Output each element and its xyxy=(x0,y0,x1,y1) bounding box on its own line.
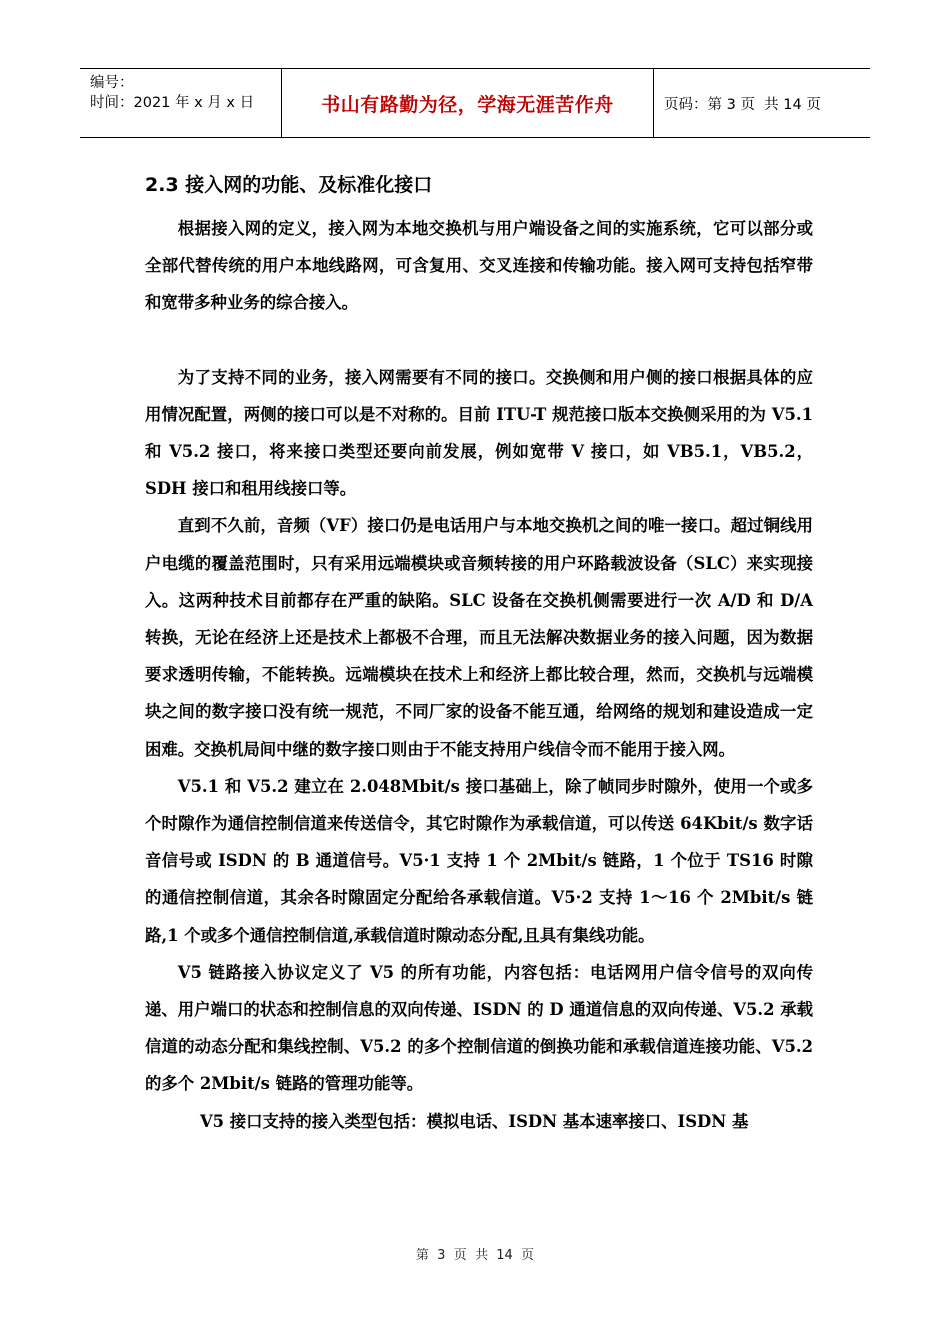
page-footer: 第 3 页 共 14 页 xyxy=(415,1248,535,1263)
paragraph-5: V5 链路接入协议定义了 V5 的所有功能，内容包括：电话网用户信令信号的双向传递、用户端口的状态和控制信息的双向传递、ISDN 的 D 通道信息的双向传递、V5.2 承载信道的动态分配和集线控制、V5.2 的多个控制信道的倒换功能和承载信道连接功能、V5.2 的多个 2Mbit/s 链路的管理功能等。 xyxy=(145,962,813,1094)
document-date-label: 时间：2021 年 x 月 x 日 xyxy=(90,95,255,111)
section-heading: 2.3 接入网的功能、及标准化接口 xyxy=(145,174,433,196)
paragraph-1: 根据接入网的定义，接入网为本地交换机与用户端设备之间的实施系统，它可以部分或全部代替传统的用户本地线路网，可含复用、交叉连接和传输功能。接入网可支持包括窄带和宽带多种业务的综合接入。 xyxy=(145,219,813,313)
header-motto: 书山有路勤为径，学海无涯苦作舟 xyxy=(282,69,654,137)
header-meta-cell xyxy=(80,69,282,137)
paragraph-6: V5 接口支持的接入类型包括：模拟电话、ISDN 基本速率接口、ISDN 基 xyxy=(199,1111,749,1131)
header-page-info: 页码：第 3 页 共 14 页 xyxy=(664,96,821,113)
paragraph-3: 直到不久前，音频（VF）接口仍是电话用户与本地交换机之间的唯一接口。超过铜线用户电缆的覆盖范围时，只有采用远端模块或音频转接的用户环路载波设备（SLC）来实现接入。这两种技术目前都存在严重的缺陷。SLC 设备在交换机侧需要进行一次 A/D 和 D/A 转换，无论在经济上还是技术上都极不合理，而且无法解决数据业务的接入问题，因为数据要求透明传输，不能转换。远端模块在技术上和经济上都比较合理，然而，交换机与远端模块之间的数字接口没有统一规范，不同厂家的设备不能互通，给网络的规划和建设造成一定困难。交换机局间中继的数字接口则由于不能支持用户线信令而不能用于接入网。 xyxy=(145,516,813,759)
document-number-label: 编号： xyxy=(90,75,134,91)
document-body xyxy=(145,160,813,1140)
paragraph-4: V5.1 和 V5.2 建立在 2.048Mbit/s 接口基础上，除了帧同步时隙外，使用一个或多个时隙作为通信控制信道来传送信令，其它时隙作为承载信道，可以传送 64Kbit/s 数字话音信号或 ISDN 的 B 通道信号。V5·1 支持 1 个 2Mbit/s 链路，1 个位于 TS16 时隙的通信控制信道，其余各时隙固定分配给各承载信道。V5·2 支持 1～16 个 2Mbit/s 链路,1 个或多个通信控制信道,承载信道时隙动态分配,且具有集线功能。 xyxy=(145,776,813,945)
header-page-info-cell xyxy=(654,69,870,137)
paragraph-2: 为了支持不同的业务，接入网需要有不同的接口。交换侧和用户侧的接口根据具体的应用情况配置，两侧的接口可以是不对称的。目前 ITU-T 规范接口版本交换侧采用的为 V5.1 和 V5.2 接口，将来接口类型还要向前发展，例如宽带 V 接口，如 VB5.1，VB5.2，SDH 接口和租用线接口等。 xyxy=(145,367,813,499)
page-header xyxy=(80,68,870,138)
